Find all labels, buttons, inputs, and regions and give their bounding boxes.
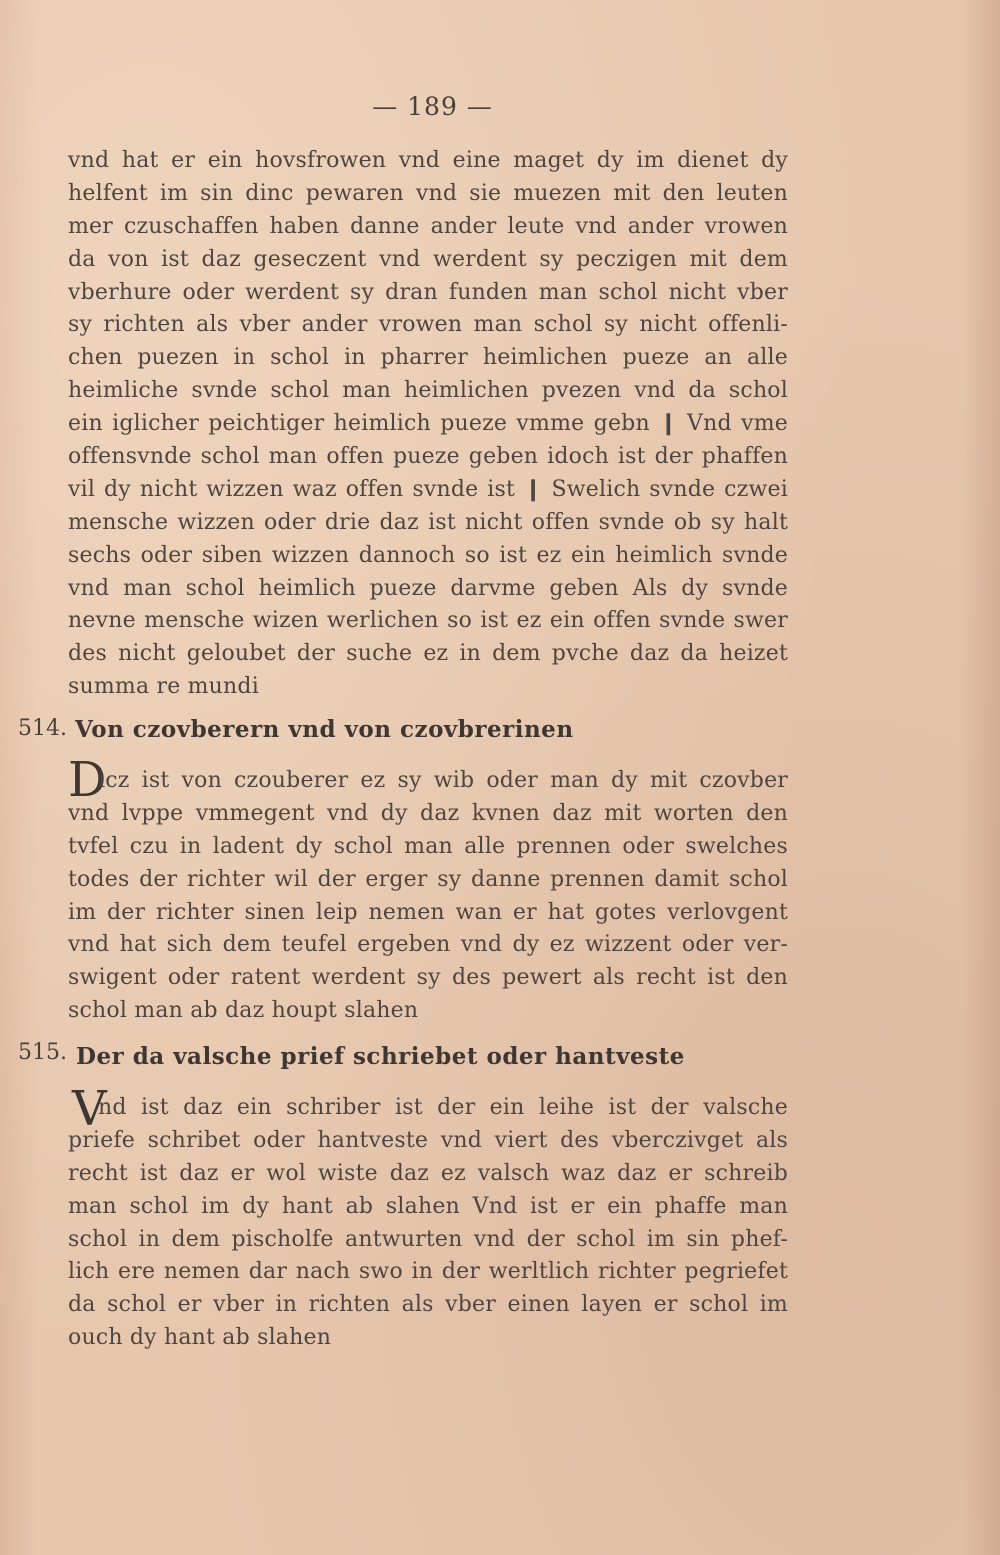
text-line: im der richter sinen leip nemen wan er hat gotes verlovgent — [68, 899, 788, 925]
text-line: tvfel czu in ladent dy schol man alle prennen oder swelches — [68, 833, 788, 859]
text-line: helfent im sin dinc pewaren vnd sie muezen mit den leuten — [68, 180, 788, 206]
entry-number-514: 514. — [18, 716, 67, 741]
text-line: offensvnde schol man offen pueze geben idoch ist der phaffen — [68, 444, 788, 470]
text-line: schol in dem pischolfe antwurten vnd der schol im sin phef- — [68, 1226, 788, 1252]
entry-number-515: 515. — [18, 1040, 67, 1065]
text-line: sechs oder siben wizzen dannoch so ist ez ein heimlich svnde — [68, 542, 788, 568]
text-line: vberhure oder werdent sy dran funden man schol nicht vber — [68, 279, 788, 305]
entry-body-514 — [68, 765, 788, 1028]
text-line: mensche wizzen oder drie daz ist nicht offen svnde ob sy halt — [68, 509, 788, 535]
text-line: vnd hat er ein hovsfrowen vnd eine maget dy im dienet dy — [68, 148, 788, 173]
text-line: vil dy nicht wizzen waz offen svnde ist ❙ Swelich svnde czwei — [68, 476, 788, 502]
text-line: chen puezen in schol in pharrer heimlichen pueze an alle — [68, 345, 788, 371]
drop-cap-514: D — [68, 752, 107, 808]
text-line: man schol im dy hant ab slahen Vnd ist er ein phaffe man — [68, 1193, 788, 1219]
text-line: lich ere nemen dar nach swo in der werltlich richter pegriefet — [68, 1259, 788, 1285]
text-line: da von ist daz geseczent vnd werdent sy peczigen mit dem — [68, 246, 788, 272]
text-line: vnd lvppe vmmegent vnd dy daz kvnen daz mit worten den — [68, 800, 788, 826]
text-line: summa re mundi — [68, 674, 259, 700]
text-line: des nicht geloubet der suche ez in dem pvche daz da heizet — [68, 641, 788, 667]
text-line: vnd hat sich dem teufel ergeben vnd dy ez wizzent oder ver- — [68, 932, 788, 958]
text-line: da schol er vber in richten als vber einen layen er schol im — [68, 1292, 788, 1318]
text-line: nd ist daz ein schriber ist der ein leihe ist der valsche — [98, 1095, 788, 1120]
text-line: schol man ab daz houpt slahen — [68, 998, 419, 1024]
text-line: todes der richter wil der erger sy danne prennen damit schol — [68, 866, 788, 892]
entry-heading-514: Von czovberern vnd von czovbrerinen — [75, 716, 574, 743]
text-line: priefe schribet oder hantveste vnd viert des vberczivget als — [68, 1127, 788, 1153]
paragraph-continuation — [68, 145, 788, 704]
entry-body-515 — [68, 1092, 788, 1355]
text-line: swigent oder ratent werdent sy des pewert als recht ist den — [68, 965, 788, 991]
text-line: sy richten als vber ander vrowen man schol sy nicht offenli- — [68, 312, 788, 338]
text-line: ouch dy hant ab slahen — [68, 1325, 332, 1351]
text-line: heimliche svnde schol man heimlichen pvezen vnd da schol — [68, 378, 788, 404]
entry-heading-515: Der da valsche prief schriebet oder hantveste — [76, 1043, 685, 1070]
page-number: — 189 — — [372, 92, 493, 121]
drop-cap-515: V — [72, 1081, 107, 1137]
text-line: ein iglicher peichtiger heimlich pueze vmme gebn ❙ Vnd vme — [68, 411, 788, 437]
text-line: nevne mensche wizen werlichen so ist ez ein offen svnde swer — [68, 608, 788, 634]
text-line: icz ist von czouberer ez sy wib oder man dy mit czovber — [98, 768, 788, 793]
text-line: recht ist daz er wol wiste daz ez valsch waz daz er schreib — [68, 1160, 788, 1186]
text-line: mer czuschaffen haben danne ander leute vnd ander vrowen — [68, 213, 788, 239]
text-line: vnd man schol heimlich pueze darvme geben Als dy svnde — [68, 575, 788, 601]
